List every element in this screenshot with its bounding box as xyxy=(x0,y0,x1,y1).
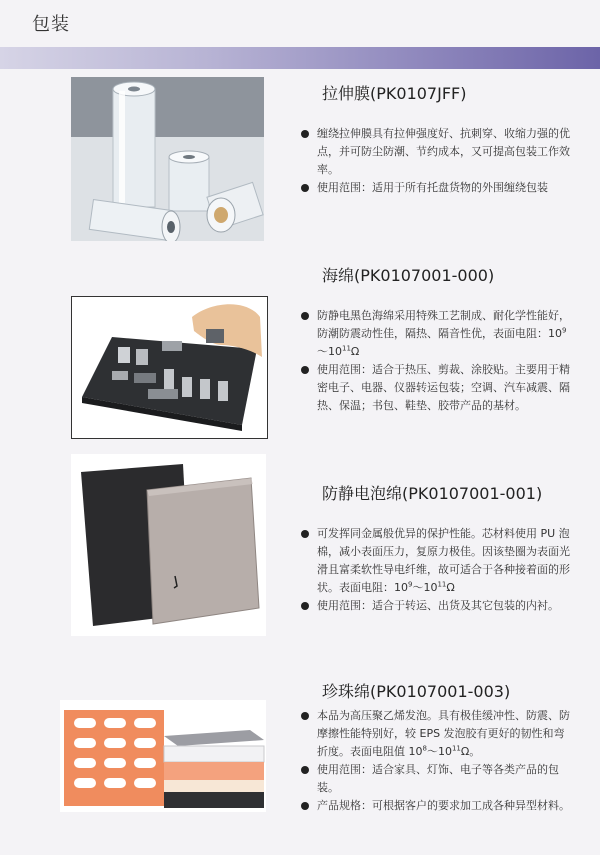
product-bullets xyxy=(300,125,572,197)
pearl-cotton-illustration xyxy=(60,700,266,812)
resistance-a: 10 xyxy=(408,745,423,758)
resistance-a: 10 xyxy=(548,327,562,340)
resistance-sep: ～ xyxy=(317,345,328,358)
bullet-item xyxy=(300,525,572,597)
bullet-item: 产品规格：可根据客户的要求加工成各种异型材料。 xyxy=(300,797,572,815)
pearl-cotton-photo xyxy=(60,700,266,812)
stretch-film-photo xyxy=(71,77,264,241)
bullet-text: 防静电黑色海绵采用特殊工艺制成、耐化学性能好，防潮防震动性佳，隔热、隔音性优，表面电阻： xyxy=(317,309,570,340)
resistance-b-exp: 11 xyxy=(437,580,447,589)
resistance-unit: Ω xyxy=(460,745,470,758)
resistance-b: 10 xyxy=(328,345,342,358)
resistance-b: 10 xyxy=(423,581,438,594)
bullet-item xyxy=(300,707,572,761)
product-title: 拉伸膜(PK0107JFF) xyxy=(322,84,467,103)
product-bullets xyxy=(300,525,572,615)
resistance-a-exp: 8 xyxy=(422,744,427,753)
product-title: 防静电泡绵(PK0107001-001) xyxy=(322,484,543,503)
page-title: 包装 xyxy=(32,14,70,35)
resistance-b-exp: 11 xyxy=(451,744,461,753)
bullet-item: 使用范围：适合于热压、剪裁、涂胶贴。主要用于精密电子、电器、仪器转运包装；空调、汽车减震、隔热、保温；书包、鞋垫、胶带产品的基材。 xyxy=(300,361,572,415)
product-bullets xyxy=(300,307,572,415)
resistance-suffix: 。 xyxy=(469,745,481,758)
bullet-item xyxy=(300,307,572,361)
resistance-b-exp: 11 xyxy=(342,344,351,353)
resistance-a: 10 xyxy=(394,581,408,594)
resistance-a-exp: 9 xyxy=(408,580,413,589)
sponge-photo xyxy=(71,296,268,439)
resistance-b: 10 xyxy=(437,745,452,758)
resistance-unit: Ω xyxy=(446,581,455,594)
resistance-sep: ～ xyxy=(412,581,424,594)
sponge-illustration xyxy=(72,297,267,438)
resistance-a-exp: 9 xyxy=(562,326,567,335)
resistance-sep: ～ xyxy=(426,745,438,758)
bullet-text: 可发挥同金属般优异的保护性能。芯材料使用 PU 泡棉，减小表面压力，复原力极佳。因该垫圈为表面光滑且富柔软性导电纤维，故可适合于各种接着面的形状。表面电阻： xyxy=(317,527,570,594)
product-bullets xyxy=(300,707,572,815)
bullet-item: 缠绕拉伸膜具有拉伸强度好、抗刺穿、收缩力强的优点，并可防尘防潮、节约成本，又可提高包装工作效率。 xyxy=(300,125,572,179)
bullet-text: 本品为高压聚乙烯发泡。具有极佳缓冲性、防震、防摩擦性能特别好，较 EPS 发泡胶有更好的韧性和弯折度。表面电阻值 xyxy=(317,709,570,758)
resistance-unit: Ω xyxy=(350,345,360,358)
bullet-item: 使用范围：适用于所有托盘货物的外围缠绕包装 xyxy=(300,179,572,197)
antistatic-foam-photo xyxy=(71,454,266,636)
product-title: 珍珠绵(PK0107001-003) xyxy=(322,682,511,701)
antistatic-foam-illustration xyxy=(71,454,266,636)
bullet-item: 使用范围：适合家具、灯饰、电子等各类产品的包装。 xyxy=(300,761,572,797)
header-band xyxy=(0,47,600,69)
product-title: 海绵(PK0107001-000) xyxy=(322,266,495,285)
stretch-film-illustration xyxy=(71,77,264,241)
bullet-item: 使用范围：适合于转运、出货及其它包装的内衬。 xyxy=(300,597,572,615)
